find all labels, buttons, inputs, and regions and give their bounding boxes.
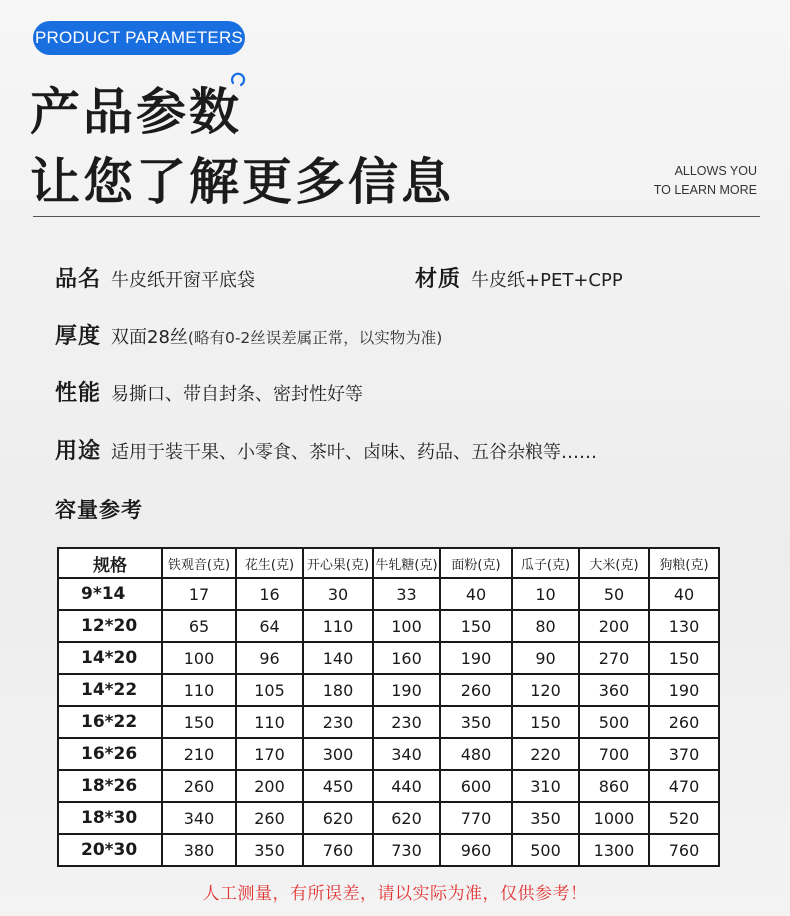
param-value: 牛皮纸+PET+CPP bbox=[471, 270, 623, 291]
size-cell: 14*22 bbox=[58, 674, 162, 706]
table-cell: 620 bbox=[303, 802, 373, 834]
table-cell: 470 bbox=[649, 770, 719, 802]
subtitle-line-1: ALLOWS YOU bbox=[674, 164, 757, 178]
size-cell: 9*14 bbox=[58, 578, 162, 610]
param-value: 易撕口、带自封条、密封性好等 bbox=[111, 384, 364, 405]
param-product-name bbox=[55, 262, 255, 293]
table-cell: 150 bbox=[649, 642, 719, 674]
table-cell: 140 bbox=[303, 642, 373, 674]
table-cell: 170 bbox=[236, 738, 303, 770]
param-material bbox=[415, 262, 623, 293]
table-cell: 90 bbox=[512, 642, 579, 674]
param-note: (略有0-2丝误差属正常，以实物为准) bbox=[187, 329, 443, 347]
table-row bbox=[58, 802, 719, 834]
title-line-2: 让您了解更多信息 bbox=[30, 153, 454, 211]
table-cell: 350 bbox=[236, 834, 303, 866]
table-cell: 500 bbox=[579, 706, 649, 738]
table-cell: 100 bbox=[162, 642, 236, 674]
table-cell: 180 bbox=[303, 674, 373, 706]
size-cell: 16*26 bbox=[58, 738, 162, 770]
table-body bbox=[58, 578, 719, 866]
table-cell: 40 bbox=[440, 578, 512, 610]
table-cell: 16 bbox=[236, 578, 303, 610]
table-cell: 190 bbox=[440, 642, 512, 674]
param-usage bbox=[55, 434, 597, 465]
header-divider bbox=[33, 216, 760, 217]
header-cell: 开心果(克) bbox=[303, 548, 373, 578]
table-cell: 50 bbox=[579, 578, 649, 610]
header-cell: 规格 bbox=[58, 548, 162, 578]
param-label: 用途 bbox=[55, 439, 102, 464]
size-cell: 20*30 bbox=[58, 834, 162, 866]
table-cell: 65 bbox=[162, 610, 236, 642]
table-cell: 110 bbox=[162, 674, 236, 706]
table-cell: 230 bbox=[303, 706, 373, 738]
param-label: 品名 bbox=[55, 267, 102, 292]
product-parameters-badge: PRODUCT PARAMETERS bbox=[33, 21, 245, 55]
table-cell: 230 bbox=[373, 706, 440, 738]
table-cell: 500 bbox=[512, 834, 579, 866]
table-header-row bbox=[58, 548, 719, 578]
table-cell: 150 bbox=[440, 610, 512, 642]
table-cell: 190 bbox=[373, 674, 440, 706]
table-cell: 480 bbox=[440, 738, 512, 770]
table-cell: 160 bbox=[373, 642, 440, 674]
table-row bbox=[58, 738, 719, 770]
table-cell: 360 bbox=[579, 674, 649, 706]
table-row bbox=[58, 674, 719, 706]
table-cell: 1000 bbox=[579, 802, 649, 834]
table-cell: 600 bbox=[440, 770, 512, 802]
header-cell: 瓜子(克) bbox=[512, 548, 579, 578]
param-value: 双面28丝 bbox=[111, 327, 188, 348]
table-cell: 120 bbox=[512, 674, 579, 706]
table-cell: 700 bbox=[579, 738, 649, 770]
table-cell: 260 bbox=[236, 802, 303, 834]
table-row bbox=[58, 578, 719, 610]
table-cell: 80 bbox=[512, 610, 579, 642]
table-cell: 960 bbox=[440, 834, 512, 866]
subtitle-line-2: TO LEARN MORE bbox=[653, 183, 757, 197]
table-cell: 380 bbox=[162, 834, 236, 866]
size-cell: 14*20 bbox=[58, 642, 162, 674]
table-cell: 260 bbox=[440, 674, 512, 706]
param-performance bbox=[55, 376, 363, 407]
table-cell: 260 bbox=[162, 770, 236, 802]
table-cell: 1300 bbox=[579, 834, 649, 866]
header-cell: 牛轧糖(克) bbox=[373, 548, 440, 578]
header-cell: 面粉(克) bbox=[440, 548, 512, 578]
size-cell: 18*26 bbox=[58, 770, 162, 802]
table-cell: 210 bbox=[162, 738, 236, 770]
capacity-title: 容量参考 bbox=[55, 498, 143, 522]
table-cell: 150 bbox=[512, 706, 579, 738]
table-cell: 310 bbox=[512, 770, 579, 802]
table-cell: 860 bbox=[579, 770, 649, 802]
table-row bbox=[58, 642, 719, 674]
disclaimer-note: 人工测量，有所误差，请以实际为准，仅供参考！ bbox=[202, 884, 588, 904]
table-cell: 190 bbox=[649, 674, 719, 706]
table-cell: 760 bbox=[303, 834, 373, 866]
size-cell: 12*20 bbox=[58, 610, 162, 642]
table-cell: 760 bbox=[649, 834, 719, 866]
param-value: 适用于装干果、小零食、茶叶、卤味、药品、五谷杂粮等…… bbox=[111, 442, 598, 463]
header-cell: 狗粮(克) bbox=[649, 548, 719, 578]
table-cell: 130 bbox=[649, 610, 719, 642]
size-cell: 18*30 bbox=[58, 802, 162, 834]
table-cell: 110 bbox=[236, 706, 303, 738]
table-cell: 620 bbox=[373, 802, 440, 834]
param-label: 厚度 bbox=[55, 324, 102, 349]
table-cell: 440 bbox=[373, 770, 440, 802]
param-label: 性能 bbox=[55, 381, 102, 406]
table-cell: 17 bbox=[162, 578, 236, 610]
table-cell: 340 bbox=[373, 738, 440, 770]
title-line-1: 产品参数 bbox=[30, 83, 242, 141]
param-thickness bbox=[55, 319, 442, 350]
table-cell: 770 bbox=[440, 802, 512, 834]
table-cell: 200 bbox=[236, 770, 303, 802]
table-cell: 110 bbox=[303, 610, 373, 642]
table-cell: 370 bbox=[649, 738, 719, 770]
table-cell: 350 bbox=[440, 706, 512, 738]
table-cell: 520 bbox=[649, 802, 719, 834]
table-row bbox=[58, 610, 719, 642]
header-cell: 铁观音(克) bbox=[162, 548, 236, 578]
header-cell: 花生(克) bbox=[236, 548, 303, 578]
table-cell: 10 bbox=[512, 578, 579, 610]
table-cell: 150 bbox=[162, 706, 236, 738]
table-cell: 220 bbox=[512, 738, 579, 770]
table-cell: 200 bbox=[579, 610, 649, 642]
table-cell: 64 bbox=[236, 610, 303, 642]
table-cell: 730 bbox=[373, 834, 440, 866]
header-cell: 大米(克) bbox=[579, 548, 649, 578]
english-subtitle bbox=[654, 162, 757, 200]
table-cell: 40 bbox=[649, 578, 719, 610]
table-cell: 350 bbox=[512, 802, 579, 834]
ring-decoration-icon bbox=[230, 72, 246, 88]
table-row bbox=[58, 834, 719, 866]
param-label: 材质 bbox=[415, 267, 462, 292]
table-cell: 340 bbox=[162, 802, 236, 834]
table-cell: 300 bbox=[303, 738, 373, 770]
table-cell: 105 bbox=[236, 674, 303, 706]
size-cell: 16*22 bbox=[58, 706, 162, 738]
table-cell: 30 bbox=[303, 578, 373, 610]
table-cell: 260 bbox=[649, 706, 719, 738]
table-cell: 450 bbox=[303, 770, 373, 802]
param-value: 牛皮纸开窗平底袋 bbox=[111, 270, 256, 291]
table-cell: 100 bbox=[373, 610, 440, 642]
capacity-table bbox=[57, 547, 720, 867]
table-row bbox=[58, 706, 719, 738]
table-row bbox=[58, 770, 719, 802]
table-cell: 96 bbox=[236, 642, 303, 674]
table-cell: 33 bbox=[373, 578, 440, 610]
table-cell: 270 bbox=[579, 642, 649, 674]
